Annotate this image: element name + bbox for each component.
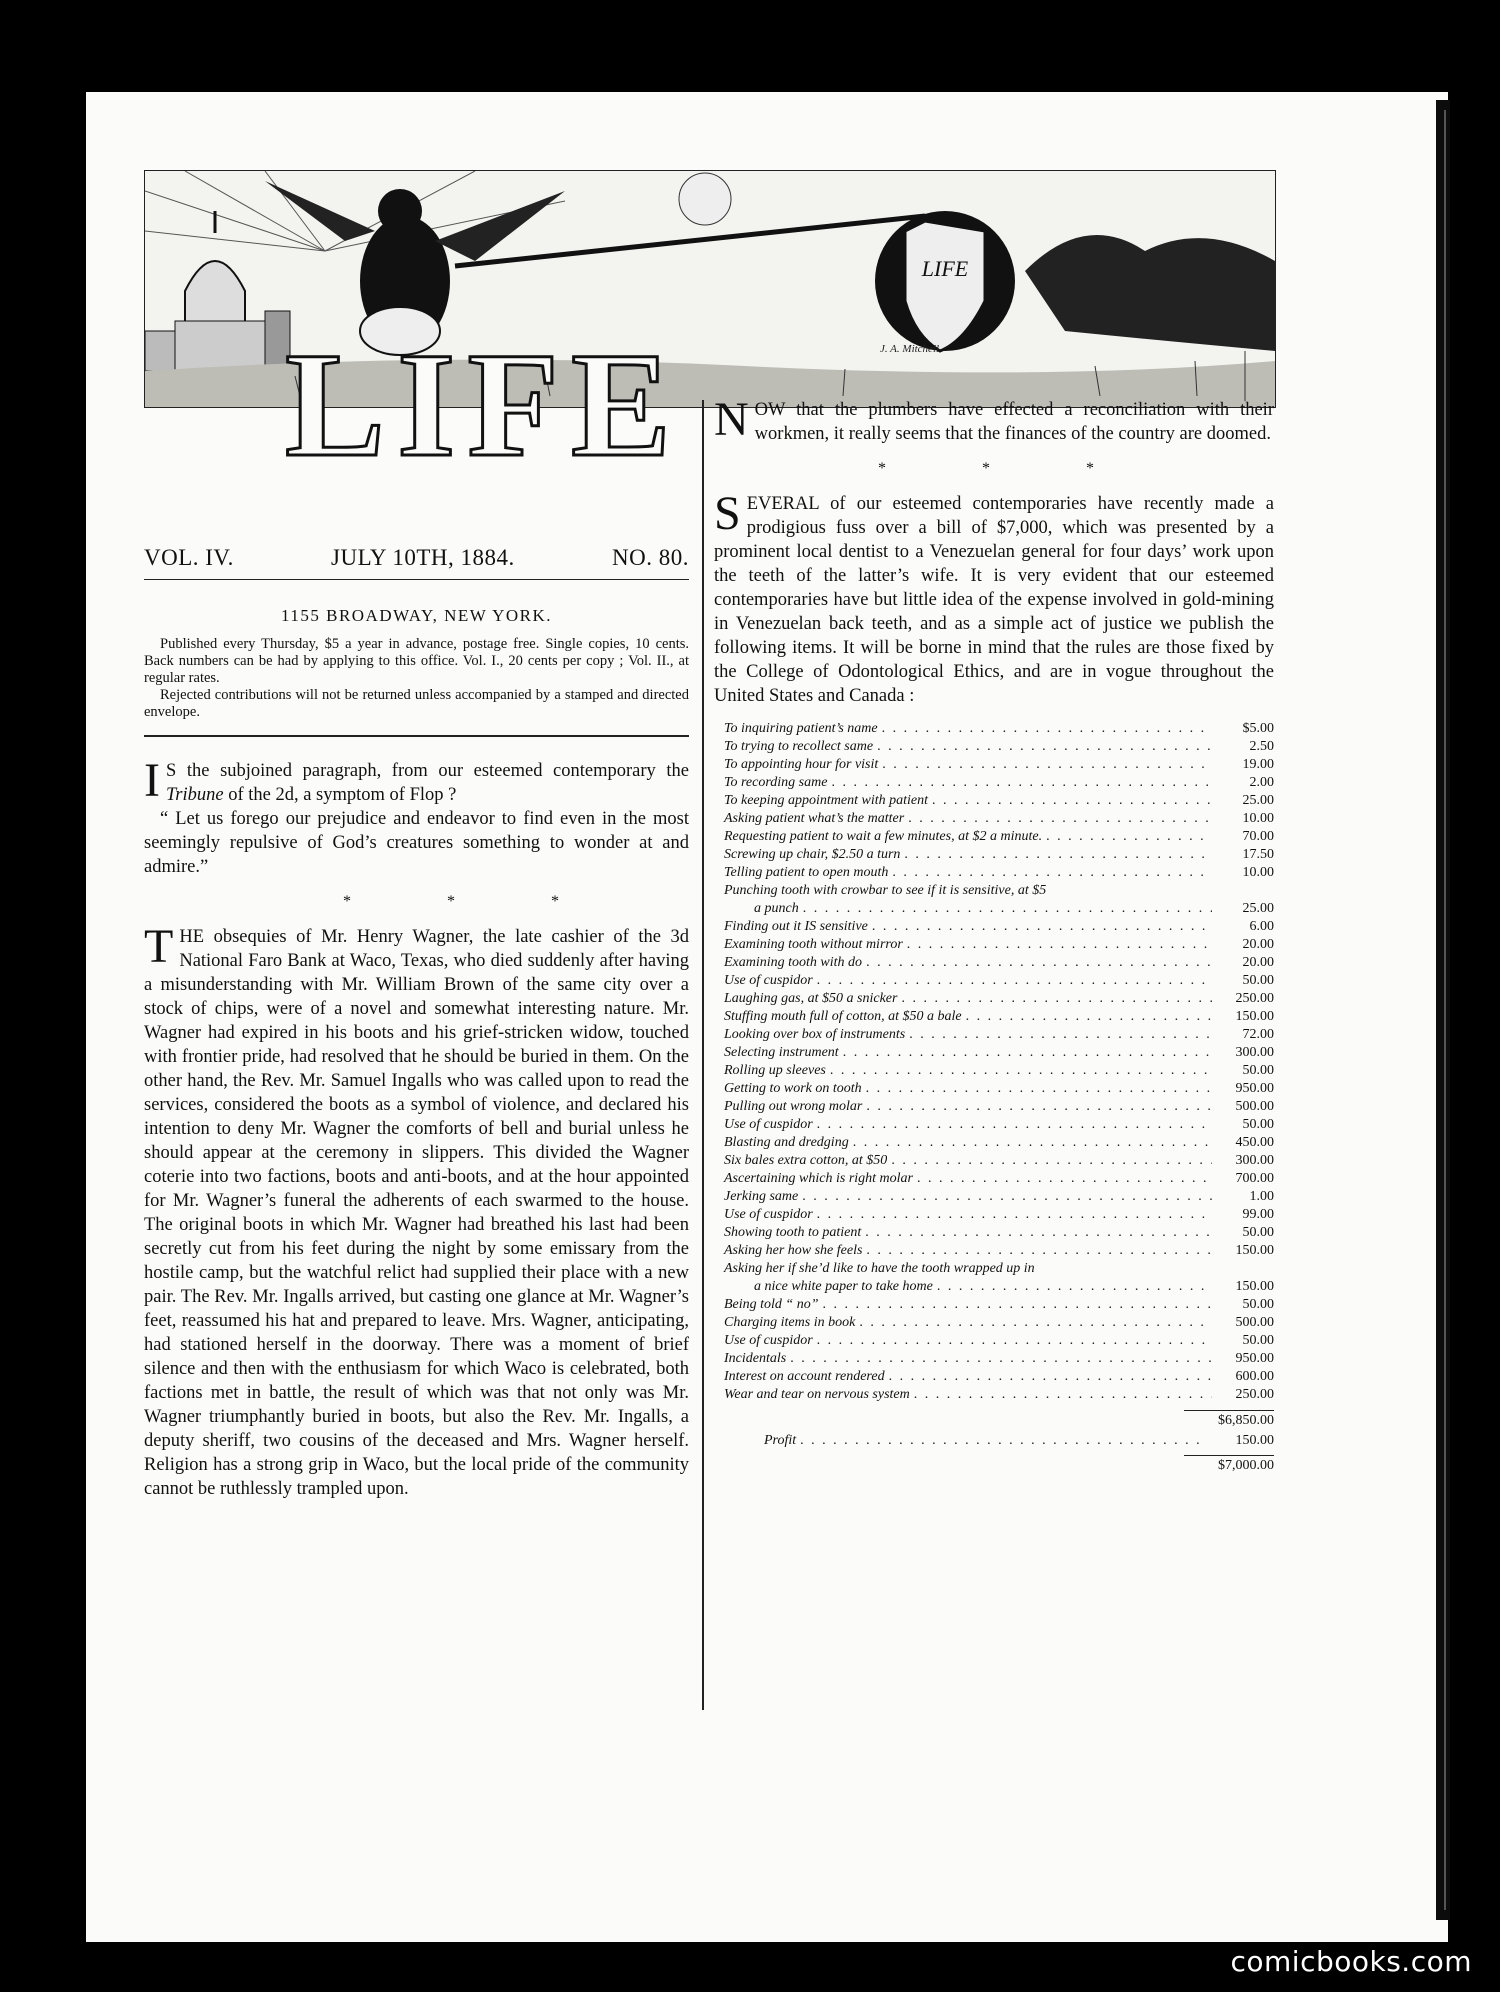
binding-line — [1444, 110, 1446, 1910]
bill-item-label: Incidentals — [724, 1351, 787, 1366]
bill-totals — [714, 1410, 1274, 1476]
bill-item-label: Blasting and dredging — [724, 1135, 849, 1150]
bill-item-label: Requesting patient to wait a few minutes, at $2 a minute. — [724, 829, 1043, 844]
bill-item-label: To trying to recollect same — [724, 739, 874, 754]
bill-item-amount: 250.00 — [1235, 1387, 1274, 1402]
article-tribune — [144, 753, 689, 879]
bill-item-label: Pulling out wrong molar — [724, 1099, 863, 1114]
bill-item-label: Looking over box of instruments — [724, 1027, 906, 1042]
bill-item — [724, 1188, 1274, 1206]
bill-item — [724, 900, 1274, 918]
bill-item-amount: 72.00 — [1242, 1027, 1274, 1042]
article-dentist — [714, 487, 1274, 708]
bill-item — [724, 990, 1274, 1008]
life-logo: LIFE — [285, 322, 684, 488]
bill-item-label: To inquiring patient’s name — [724, 721, 878, 736]
bill-item — [724, 1062, 1274, 1080]
bill-item-label: To recording same — [724, 775, 828, 790]
bill-item-amount: 50.00 — [1242, 1117, 1274, 1132]
bill-item — [724, 1098, 1274, 1116]
bill-item — [724, 1368, 1274, 1386]
artist-signature: J. A. Mitchell — [880, 343, 940, 355]
subscription-info: Published every Thursday, $5 a year in advance, postage free. Single copies, 10 cents. Back numbers can be had by applying to this office. Vol. I., 20 cents per copy ; Vol. II., at regular rates. — [144, 636, 689, 686]
publisher-address: 1155 BROADWAY, NEW YORK. — [280, 606, 553, 625]
bill-item-amount: 50.00 — [1242, 1063, 1274, 1078]
bill-item-amount: 300.00 — [1235, 1153, 1274, 1168]
bill-item-label: Asking her how she feels — [724, 1243, 863, 1258]
bill-item — [724, 1206, 1274, 1224]
article-plumbers — [714, 393, 1274, 446]
bill-item-label: Being told “ no” — [724, 1297, 819, 1312]
bill-item — [724, 1296, 1274, 1314]
bill-item-label: Laughing gas, at $50 a snicker — [724, 991, 898, 1006]
grand-total: $7,000.00 — [1218, 1458, 1274, 1473]
bill-item-amount: 25.00 — [1242, 901, 1274, 916]
bill-item-label: Showing tooth to patient — [724, 1225, 862, 1240]
bill-item-label: Use of cuspidor — [724, 1207, 813, 1222]
bill-item — [724, 828, 1274, 846]
bill-item-amount: 70.00 — [1242, 829, 1274, 844]
left-column — [144, 545, 774, 1501]
bill-item-amount: 950.00 — [1235, 1081, 1274, 1096]
bill-item-label: Punching tooth with crowbar to see if it is sensitive, at $5 — [724, 883, 1047, 898]
bill-item — [724, 864, 1274, 882]
quoted-paragraph: “ Let us forego our prejudice and endeavor to find even in the most seemingly repulsive of God’s creatures something to wonder at and admire.” — [144, 808, 689, 877]
bill-item-label: Finding out it IS sensitive — [724, 919, 868, 934]
bill-item-label: To appointing hour for visit — [724, 757, 879, 772]
shield-text: LIFE — [921, 256, 969, 281]
bill-item-label: Rolling up sleeves — [724, 1063, 826, 1078]
bill-item-amount: 50.00 — [1242, 1225, 1274, 1240]
contributions-note: Rejected contributions will not be returned unless accompanied by a stamped and directed envelope. — [144, 687, 689, 720]
bill-item-amount: 1.00 — [1249, 1189, 1274, 1204]
bill-item-amount: $5.00 — [1242, 721, 1274, 736]
article-text: HE obsequies of Mr. Henry Wagner, the late cashier of the 3d National Faro Bank at Waco, Texas, who died suddenly after having a misunderstanding with Mr. William Brown of the same city over a stock of chips, were of a novel and somewhat interesting nature. Mr. Wagner had expired in his boots and his grief-stricken widow, touched with frontier pride, had resolved that he should be buried in them. On the other hand, the Rev. Mr. Samuel Ingalls who was called upon to read the services, considered the boots as a symbol of violence, and declared his intention to deny Mr. Wagner the comforts of bell and burial unless he should appear at the ceremony in slippers. This divided the Wagner coterie into two factions, boots and anti-boots, and at the hour appointed for Mr. Wagner’s funeral the adherents of each swarmed to the house. The original boots in which Mr. Wagner had breathed his last had been secretly cut from his feet during the night by some emissary from the hostile camp, but the watchful relict had supplied their place with a new pair. The Rev. Mr. Ingalls arrived, but casting one glance at Mr. Wagner’s feet, reassumed his hat and prepared to leave. Mrs. Wagner, anticipating, had stationed herself in the doorway. There was a moment of brief silence and then with the enthusiasm for which Waco is celebrated, both factions met in battle, the result of which was that not only was Mr. Wagner triumphantly buried in boots, but also the Rev. Mr. Ingalls, a deputy sheriff, two cousins of the deceased and Mrs. Wagner herself. Religion has a strong grip in Waco, but the local pride of the community cannot be ruthlessly trampled upon. — [144, 926, 689, 1499]
article-text: of the 2d, a symptom of Flop ? — [223, 784, 457, 805]
drop-cap: S — [714, 487, 741, 540]
bill-item-label: Ascertaining which is right molar — [724, 1171, 913, 1186]
bill-item — [724, 972, 1274, 990]
profit-label: Profit — [764, 1433, 797, 1448]
tribune-title: Tribune — [165, 784, 224, 805]
bill-item — [724, 1350, 1274, 1368]
bill-item-label: Charging items in book — [724, 1315, 856, 1330]
bill-item-amount: 17.50 — [1242, 847, 1274, 862]
bill-item — [724, 774, 1274, 792]
bill-item-amount: 50.00 — [1242, 1297, 1274, 1312]
bill-item-label: Getting to work on tooth — [724, 1081, 862, 1096]
bill-item-label: Use of cuspidor — [724, 1333, 813, 1348]
bill-item — [724, 720, 1274, 738]
bill-item-label: Telling patient to open mouth — [724, 865, 889, 880]
dentist-bill — [714, 720, 1274, 1404]
bill-item — [724, 1008, 1274, 1026]
bill-item-amount: 99.00 — [1242, 1207, 1274, 1222]
bill-item — [724, 1224, 1274, 1242]
bill-item-label: a punch — [754, 901, 799, 916]
article-text: OW that the plumbers have effected a reconciliation with their workmen, it really seems that the finances of the country are doomed. — [754, 400, 1274, 444]
bill-item-label: Asking her if she’d like to have the tooth wrapped up in — [724, 1261, 1035, 1276]
bill-item — [724, 936, 1274, 954]
bill-item — [724, 1116, 1274, 1134]
profit-row — [724, 1431, 1274, 1451]
bill-item-amount: 600.00 — [1235, 1369, 1274, 1384]
bill-item — [724, 1314, 1274, 1332]
volume: VOL. IV. — [144, 545, 234, 570]
bill-item — [724, 1044, 1274, 1062]
section-stars: * * * — [343, 892, 605, 910]
bill-item — [724, 1278, 1274, 1296]
bill-item — [724, 1134, 1274, 1152]
bill-item-amount: 10.00 — [1242, 811, 1274, 826]
bill-item-amount: 500.00 — [1235, 1315, 1274, 1330]
bill-item-amount: 50.00 — [1242, 1333, 1274, 1348]
article-text: S the subjoined paragraph, from our esteemed contemporary the — [165, 760, 689, 781]
bill-item — [724, 918, 1274, 936]
bill-item-amount: 950.00 — [1235, 1351, 1274, 1366]
subtotal: $6,850.00 — [1218, 1413, 1274, 1428]
bill-item-amount: 6.00 — [1249, 919, 1274, 934]
profit-amount: 150.00 — [1235, 1433, 1274, 1448]
bill-item — [724, 954, 1274, 972]
drop-cap: N — [714, 393, 749, 446]
bill-item-label: Examining tooth without mirror — [724, 937, 903, 952]
drop-cap: T — [144, 919, 174, 973]
bill-item-amount: 25.00 — [1242, 793, 1274, 808]
bill-item — [724, 1026, 1274, 1044]
bill-item — [724, 810, 1274, 828]
bill-item-label: Selecting instrument — [724, 1045, 839, 1060]
bill-item-amount: 150.00 — [1235, 1009, 1274, 1024]
bill-item-label: a nice white paper to take home — [754, 1279, 933, 1294]
bill-item-amount: 20.00 — [1242, 955, 1274, 970]
bill-item-label: Six bales extra cotton, at $50 — [724, 1153, 888, 1168]
site-watermark: comicbooks.com — [1230, 1945, 1472, 1978]
bill-item — [724, 1260, 1274, 1278]
bill-item — [724, 1170, 1274, 1188]
next-page-edge — [1436, 100, 1450, 1920]
column-divider — [702, 400, 704, 1710]
bill-item — [724, 792, 1274, 810]
bill-item-label: To keeping appointment with patient — [724, 793, 929, 808]
bill-item-amount: 500.00 — [1235, 1099, 1274, 1114]
publication-info — [144, 636, 689, 721]
bill-item — [724, 738, 1274, 756]
bill-item-amount: 19.00 — [1242, 757, 1274, 772]
bill-item — [724, 1080, 1274, 1098]
bill-item-amount: 150.00 — [1235, 1243, 1274, 1258]
article-wagner — [144, 919, 689, 1501]
bill-item-label: Wear and tear on nervous system — [724, 1387, 910, 1402]
bill-item — [724, 1386, 1274, 1404]
bill-item — [724, 1242, 1274, 1260]
section-stars: * * * — [878, 460, 1140, 477]
issue-date: JULY 10TH, 1884. — [331, 545, 515, 570]
bill-item — [724, 1152, 1274, 1170]
bill-item-label: Interest on account rendered — [724, 1369, 885, 1384]
bill-item-amount: 2.50 — [1249, 739, 1274, 754]
bill-item-amount: 450.00 — [1235, 1135, 1274, 1150]
bill-item-label: Use of cuspidor — [724, 973, 813, 988]
drop-cap: I — [144, 753, 160, 807]
bill-item-amount: 250.00 — [1235, 991, 1274, 1006]
article-text: EVERAL of our esteemed contemporaries have recently made a prodigious fuss over a bill of $7,000, which was presented by a prominent local dentist to a Venezuelan general for four days’ work upon the teeth of the latter’s wife. It is very evident that our esteemed contemporaries have but little idea of the expense involved in gold-mining in Venezuelan back teeth, and as a simple act of justice we publish the following items. It will be borne in mind that the rules are those fixed by the College of Odontological Ethics, and are in vogue throughout the United States and Canada : — [714, 494, 1274, 706]
bill-item-label: Examining tooth with do — [724, 955, 863, 970]
bill-item-label: Stuffing mouth full of cotton, at $50 a bale — [724, 1009, 962, 1024]
bill-item-amount: 10.00 — [1242, 865, 1274, 880]
bill-item-amount: 50.00 — [1242, 973, 1274, 988]
bill-item — [724, 882, 1274, 900]
bill-item-amount: 150.00 — [1235, 1279, 1274, 1294]
bill-item-label: Jerking same — [724, 1189, 799, 1204]
bill-item — [724, 1332, 1274, 1350]
bill-item-label: Use of cuspidor — [724, 1117, 813, 1132]
bill-item-amount: 20.00 — [1242, 937, 1274, 952]
issue-line — [144, 545, 689, 580]
bill-item — [724, 756, 1274, 774]
issue-number: NO. 80. — [612, 545, 689, 570]
bill-item — [724, 846, 1274, 864]
bill-item-amount: 2.00 — [1249, 775, 1274, 790]
bill-item-amount: 300.00 — [1235, 1045, 1274, 1060]
bill-item-label: Screwing up chair, $2.50 a turn — [724, 847, 901, 862]
bill-item-label: Asking patient what’s the matter — [724, 811, 905, 826]
bill-item-amount: 700.00 — [1235, 1171, 1274, 1186]
right-column — [714, 393, 1274, 1476]
section-rule — [144, 735, 689, 737]
